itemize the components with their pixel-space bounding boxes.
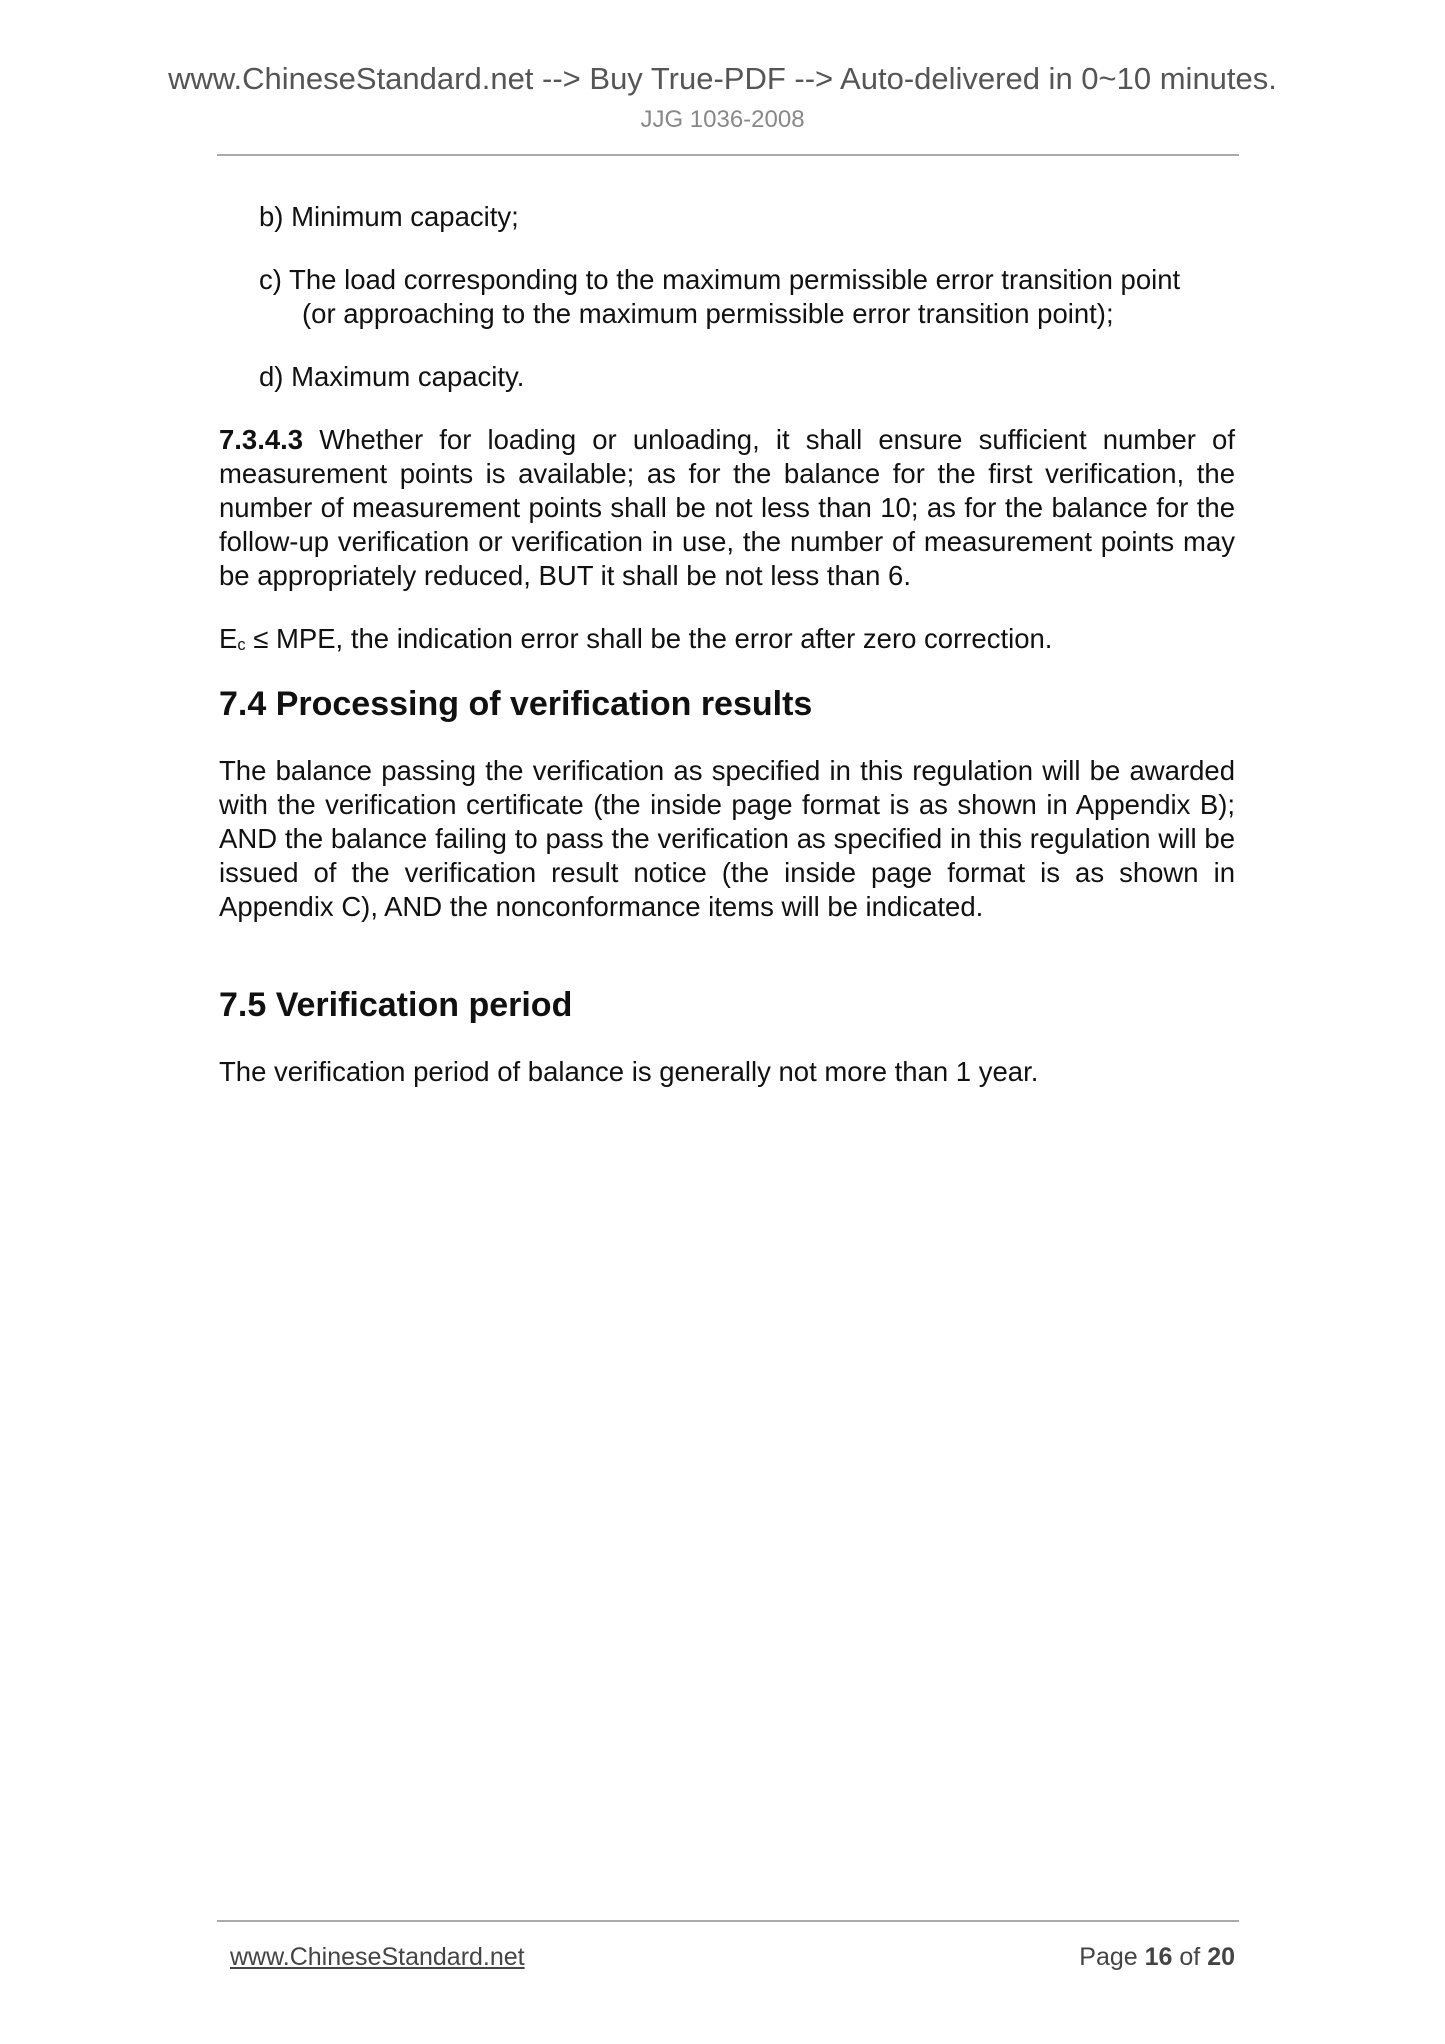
clause-7-3-4-3 <box>219 423 1235 593</box>
ec-symbol: E <box>219 623 238 654</box>
total-pages: 20 <box>1207 1943 1235 1971</box>
of-label: of <box>1179 1943 1201 1971</box>
section-heading-7-4: 7.4 Processing of verification results <box>219 685 813 723</box>
list-item-c-continuation: (or approaching to the maximum permissible error transition point); <box>302 298 1114 329</box>
page-label: Page <box>1079 1943 1138 1971</box>
clause-text: Whether for loading or unloading, it shall ensure sufficient number of measurement points is available; as for the balance for the first verification, the number of measurement points shall be not less than 10; as for the balance for the follow-up verification or verification in use, the number of measurement points may be appropriately reduced, BUT it shall be not less than 6. <box>219 424 1235 591</box>
current-page: 16 <box>1144 1943 1173 1971</box>
list-item-d: d) Maximum capacity. <box>259 361 525 392</box>
ec-subscript: c <box>237 636 246 654</box>
footer-link[interactable]: www.ChineseStandard.net <box>230 1943 525 1971</box>
list-item-b: b) Minimum capacity; <box>259 201 519 232</box>
section-7-5-text: The verification period of balance is generally not more than 1 year. <box>219 1056 1039 1087</box>
section-heading-7-5: 7.5 Verification period <box>219 986 573 1024</box>
footer-divider <box>217 1920 1239 1922</box>
document-code: JJG 1036-2008 <box>640 106 805 133</box>
list-item-c: c) The load corresponding to the maximum permissible error transition point <box>259 264 1181 295</box>
header-divider <box>217 154 1239 156</box>
ec-line <box>219 622 1052 662</box>
section-7-4-text: The balance passing the verification as specified in this regulation will be awarded with the verification certificate (the inside page format is as shown in Appendix B); AND the balance failing to pass the verification as specified in this regulation will be issued of the verification result notice (the inside page format is as shown in Appendix C), AND the nonconformance items will be indicated. <box>219 755 1235 922</box>
clause-number: 7.3.4.3 <box>219 424 304 455</box>
header-banner: www.ChineseStandard.net --> Buy True-PDF --> Auto-delivered in 0~10 minutes. <box>168 61 1277 96</box>
page-number <box>1079 1942 1235 1972</box>
ec-text: ≤ MPE, the indication error shall be the error after zero correction. <box>245 623 1053 654</box>
